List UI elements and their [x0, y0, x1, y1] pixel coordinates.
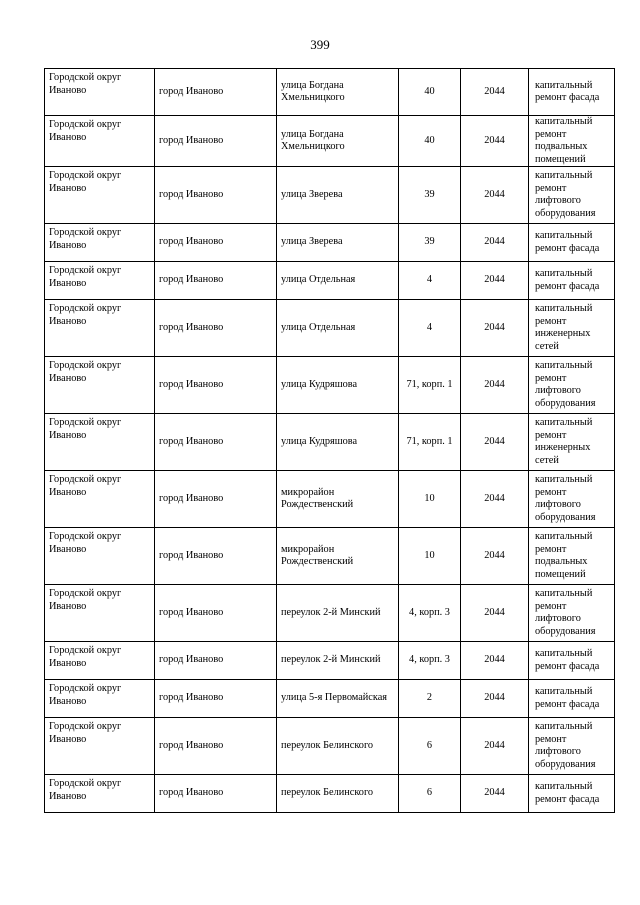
work-cell — [529, 642, 615, 680]
house-text: 39 — [424, 236, 435, 248]
year-cell — [461, 300, 529, 357]
district-text: Городской округ Иваново — [49, 645, 122, 669]
work-text: капитальный ремонт инженерных сетей — [535, 417, 593, 466]
city-cell — [155, 357, 277, 414]
street-text: улица 5-я Первомайская — [281, 692, 388, 704]
house-cell — [399, 680, 461, 718]
city-text: город Иваново — [159, 549, 224, 561]
year-cell — [461, 357, 529, 414]
city-cell — [155, 69, 277, 116]
district-text: Городской округ Иваново — [49, 531, 122, 555]
city-text: город Иваново — [159, 85, 224, 97]
work-cell — [529, 414, 615, 471]
street-cell — [277, 69, 399, 116]
repair-schedule-table — [44, 68, 615, 813]
table-row — [45, 528, 615, 585]
street-cell — [277, 357, 399, 414]
work-cell — [529, 528, 615, 585]
house-text: 4, корп. 3 — [409, 606, 450, 618]
year-cell — [461, 224, 529, 262]
house-text: 6 — [426, 787, 433, 799]
house-cell — [399, 528, 461, 585]
district-text: Городской округ Иваново — [49, 72, 122, 96]
table-row — [45, 775, 615, 813]
district-cell — [45, 414, 155, 471]
street-text: переулок 2-й Минский — [281, 654, 381, 666]
district-text: Городской округ Иваново — [49, 227, 122, 251]
year-cell — [461, 775, 529, 813]
street-text: улица Богдана Хмельницкого — [281, 128, 345, 152]
district-text: Городской округ Иваново — [49, 721, 122, 745]
year-text: 2044 — [484, 134, 505, 146]
year-text: 2044 — [484, 435, 505, 447]
work-cell — [529, 262, 615, 300]
work-text: капитальный ремонт фасада — [535, 268, 600, 292]
street-cell — [277, 642, 399, 680]
street-text: микрорайон Рождественский — [281, 543, 354, 567]
year-cell — [461, 69, 529, 116]
year-text: 2044 — [484, 188, 505, 200]
page-number: 399 — [310, 37, 330, 52]
work-text: капитальный ремонт лифтового оборудования — [535, 170, 596, 219]
city-cell — [155, 414, 277, 471]
city-cell — [155, 300, 277, 357]
district-text: Городской округ Иваново — [49, 170, 122, 194]
table-row — [45, 116, 615, 167]
work-text: капитальный ремонт лифтового оборудования — [535, 721, 596, 770]
street-cell — [277, 300, 399, 357]
house-cell — [399, 224, 461, 262]
house-text: 71, корп. 1 — [406, 378, 453, 390]
city-text: город Иваново — [159, 236, 224, 248]
house-cell — [399, 414, 461, 471]
city-text: город Иваново — [159, 739, 224, 751]
district-cell — [45, 167, 155, 224]
table-row — [45, 471, 615, 528]
city-cell — [155, 528, 277, 585]
district-cell — [45, 300, 155, 357]
work-text: капитальный ремонт фасада — [535, 686, 600, 710]
house-cell — [399, 167, 461, 224]
table-row — [45, 167, 615, 224]
street-cell — [277, 775, 399, 813]
district-cell — [45, 471, 155, 528]
city-text: город Иваново — [159, 134, 224, 146]
table-row — [45, 300, 615, 357]
year-text: 2044 — [484, 654, 505, 666]
street-cell — [277, 528, 399, 585]
year-cell — [461, 642, 529, 680]
street-text: микрорайон Рождественский — [281, 486, 354, 510]
city-cell — [155, 775, 277, 813]
house-text: 10 — [424, 492, 435, 504]
district-cell — [45, 69, 155, 116]
city-text: город Иваново — [159, 274, 224, 286]
district-cell — [45, 262, 155, 300]
city-text: город Иваново — [159, 435, 224, 447]
house-cell — [399, 262, 461, 300]
year-cell — [461, 585, 529, 642]
work-cell — [529, 300, 615, 357]
street-text: улица Богдана Хмельницкого — [281, 79, 345, 103]
house-text: 2 — [426, 692, 433, 704]
street-text: улица Кудряшова — [281, 378, 358, 390]
work-cell — [529, 167, 615, 224]
work-cell — [529, 680, 615, 718]
year-cell — [461, 116, 529, 167]
house-text: 6 — [426, 739, 433, 751]
work-cell — [529, 471, 615, 528]
district-cell — [45, 718, 155, 775]
city-cell — [155, 167, 277, 224]
year-cell — [461, 528, 529, 585]
year-text: 2044 — [484, 606, 505, 618]
house-cell — [399, 471, 461, 528]
table-row — [45, 642, 615, 680]
street-text: переулок 2-й Минский — [281, 606, 381, 618]
district-text: Городской округ Иваново — [49, 417, 122, 441]
city-cell — [155, 718, 277, 775]
table-row — [45, 414, 615, 471]
work-cell — [529, 69, 615, 116]
table-row — [45, 718, 615, 775]
district-cell — [45, 357, 155, 414]
year-text: 2044 — [484, 787, 505, 799]
year-text: 2044 — [484, 236, 505, 248]
work-text: капитальный ремонт подвальных помещений — [535, 531, 593, 580]
work-text: капитальный ремонт фасада — [535, 781, 600, 805]
city-text: город Иваново — [159, 188, 224, 200]
house-cell — [399, 69, 461, 116]
city-cell — [155, 116, 277, 167]
district-text: Городской округ Иваново — [49, 474, 122, 498]
street-cell — [277, 585, 399, 642]
work-cell — [529, 775, 615, 813]
work-cell — [529, 224, 615, 262]
district-text: Городской округ Иваново — [49, 588, 122, 612]
street-cell — [277, 718, 399, 775]
street-text: улица Отдельная — [281, 274, 356, 286]
table-row — [45, 69, 615, 116]
work-text: капитальный ремонт фасада — [535, 230, 600, 254]
city-text: город Иваново — [159, 492, 224, 504]
street-text: переулок Белинского — [281, 739, 374, 751]
city-text: город Иваново — [159, 378, 224, 390]
city-text: город Иваново — [159, 606, 224, 618]
year-cell — [461, 167, 529, 224]
city-text: город Иваново — [159, 321, 224, 333]
district-text: Городской округ Иваново — [49, 683, 122, 707]
year-cell — [461, 718, 529, 775]
year-text: 2044 — [484, 274, 505, 286]
year-cell — [461, 680, 529, 718]
table-body — [45, 69, 615, 813]
year-text: 2044 — [484, 492, 505, 504]
house-cell — [399, 300, 461, 357]
city-cell — [155, 262, 277, 300]
district-text: Городской округ Иваново — [49, 778, 122, 802]
work-cell — [529, 585, 615, 642]
work-text: капитальный ремонт лифтового оборудования — [535, 588, 596, 637]
house-text: 71, корп. 1 — [406, 435, 453, 447]
city-cell — [155, 642, 277, 680]
work-text: капитальный ремонт лифтового оборудования — [535, 360, 596, 409]
street-cell — [277, 414, 399, 471]
year-cell — [461, 414, 529, 471]
street-cell — [277, 167, 399, 224]
work-text: капитальный ремонт подвальных помещений — [535, 116, 593, 165]
year-cell — [461, 262, 529, 300]
house-cell — [399, 775, 461, 813]
street-cell — [277, 262, 399, 300]
street-text: улица Зверева — [281, 236, 343, 248]
house-cell — [399, 116, 461, 167]
district-cell — [45, 775, 155, 813]
year-text: 2044 — [484, 321, 505, 333]
street-cell — [277, 116, 399, 167]
house-cell — [399, 585, 461, 642]
house-text: 40 — [424, 85, 435, 97]
city-text: город Иваново — [159, 787, 224, 799]
work-text: капитальный ремонт фасада — [535, 79, 600, 103]
year-cell — [461, 471, 529, 528]
year-text: 2044 — [484, 692, 505, 704]
house-cell — [399, 357, 461, 414]
house-cell — [399, 718, 461, 775]
city-cell — [155, 680, 277, 718]
district-text: Городской округ Иваново — [49, 119, 122, 143]
city-cell — [155, 224, 277, 262]
house-text: 4, корп. 3 — [409, 654, 450, 666]
district-cell — [45, 585, 155, 642]
street-cell — [277, 224, 399, 262]
work-text: капитальный ремонт инженерных сетей — [535, 303, 593, 352]
house-text: 4 — [426, 321, 433, 333]
city-text: город Иваново — [159, 654, 224, 666]
district-cell — [45, 116, 155, 167]
work-cell — [529, 718, 615, 775]
work-cell — [529, 116, 615, 167]
district-cell — [45, 528, 155, 585]
house-text: 10 — [424, 549, 435, 561]
year-text: 2044 — [484, 378, 505, 390]
street-cell — [277, 680, 399, 718]
year-text: 2044 — [484, 85, 505, 97]
district-text: Городской округ Иваново — [49, 303, 122, 327]
street-text: улица Отдельная — [281, 321, 356, 333]
work-cell — [529, 357, 615, 414]
street-text: переулок Белинского — [281, 787, 374, 799]
house-text: 40 — [424, 134, 435, 146]
work-text: капитальный ремонт фасада — [535, 648, 600, 672]
house-cell — [399, 642, 461, 680]
house-text: 39 — [424, 188, 435, 200]
district-cell — [45, 224, 155, 262]
district-text: Городской округ Иваново — [49, 265, 122, 289]
table-row — [45, 262, 615, 300]
city-cell — [155, 585, 277, 642]
work-text: капитальный ремонт лифтового оборудования — [535, 474, 596, 523]
street-text: улица Зверева — [281, 188, 343, 200]
house-text: 4 — [426, 274, 433, 286]
year-text: 2044 — [484, 549, 505, 561]
table-row — [45, 680, 615, 718]
year-text: 2044 — [484, 739, 505, 751]
district-text: Городской округ Иваново — [49, 360, 122, 384]
city-cell — [155, 471, 277, 528]
street-cell — [277, 471, 399, 528]
table-row — [45, 357, 615, 414]
district-cell — [45, 680, 155, 718]
district-cell — [45, 642, 155, 680]
table-row — [45, 585, 615, 642]
street-text: улица Кудряшова — [281, 435, 358, 447]
table-row — [45, 224, 615, 262]
city-text: город Иваново — [159, 692, 224, 704]
